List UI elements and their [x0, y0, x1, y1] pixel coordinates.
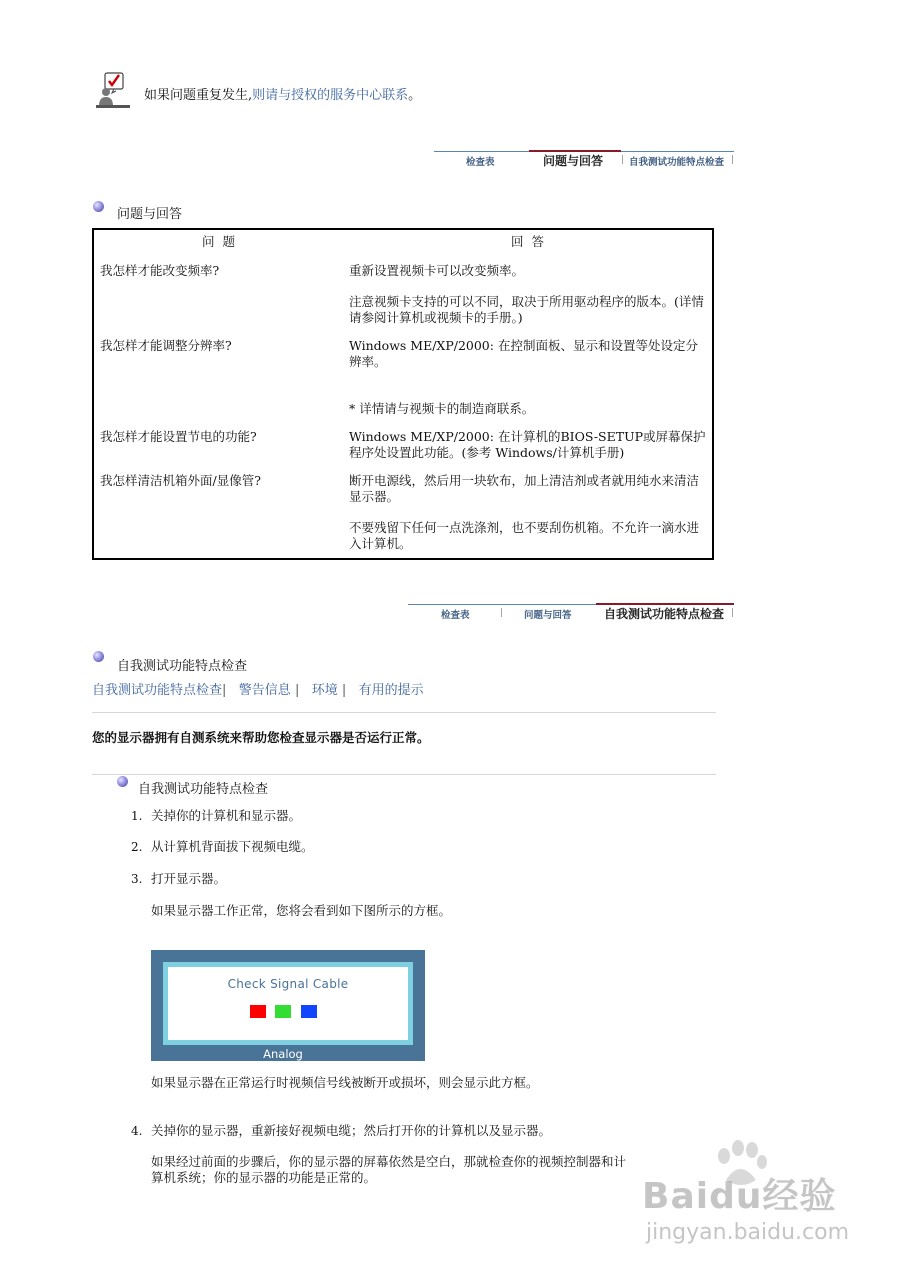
step-4-note: 如果经过前面的步骤后，你的显示器的屏幕依然是空白，那就检查你的视频控制器和计	[151, 1154, 627, 1169]
qa-question: 我怎样清洁机箱外面/显像管?	[100, 473, 261, 488]
qa-answer: Windows ME/XP/2000: 在计算机的BIOS-SETUP或屏幕保护程序处设置此功能。(参考 Windows/计算机手册)	[349, 429, 706, 460]
qa-answer: * 详情请与视频卡的制造商联系。	[349, 401, 535, 416]
nav-link-environment[interactable]: 环境	[311, 683, 338, 698]
tab-checklist[interactable]: 检查表	[441, 610, 470, 621]
qa-header-question: 问 题	[202, 234, 235, 249]
sub-title-self-test: 自我测试功能特点检查	[138, 782, 269, 797]
tab-qa[interactable]: 问题与回答	[543, 154, 604, 168]
qa-question: 我怎样才能改变频率?	[100, 263, 220, 278]
self-test-nav	[92, 679, 424, 698]
qa-header-answer: 回 答	[511, 234, 544, 249]
blue-square	[301, 1005, 317, 1018]
signal-box-footer: Analog	[263, 1047, 303, 1061]
bullet-icon	[93, 201, 104, 212]
nav-separator: |	[222, 683, 239, 698]
top-note-text: 如果问题重复发生,	[144, 88, 253, 103]
tab-separator: |	[731, 608, 735, 618]
step-number: 2.	[131, 840, 143, 854]
qa-answer: 注意视频卡支持的可以不同，取决于所用驱动程序的版本。(详情请参阅计算机或视频卡的手册。)	[349, 294, 704, 325]
baidu-watermark	[640, 1140, 870, 1260]
watermark-url: jingyan.baidu.com	[646, 1220, 850, 1245]
tab-self-test[interactable]: 自我测试功能特点检查	[604, 607, 725, 621]
top-note-period: 。	[408, 88, 422, 103]
bullet-icon	[93, 651, 104, 662]
nav-link-tips[interactable]: 有用的提示	[358, 683, 424, 698]
red-square	[250, 1005, 266, 1018]
qa-answer: 重新设置视频卡可以改变频率。	[349, 263, 525, 278]
step-3-after-note: 如果显示器在正常运行时视频信号线被断开或损坏，则会显示此方框。	[151, 1075, 539, 1090]
tab-self-test[interactable]: 自我测试功能特点检查	[629, 157, 725, 168]
qa-question: 我怎样才能调整分辨率?	[100, 338, 232, 353]
section-title-qa: 问题与回答	[117, 207, 183, 222]
tab-bar-1	[434, 151, 734, 171]
top-note	[144, 84, 421, 103]
nav-separator: |	[337, 683, 359, 698]
step-4-note: 算机系统；你的显示器的功能是正常的。	[151, 1170, 377, 1185]
watermark-brand: Baidu经验	[642, 1176, 837, 1217]
divider	[92, 712, 716, 713]
step-number: 1.	[131, 809, 143, 823]
step-text: 关掉你的计算机和显示器。	[151, 808, 302, 823]
nav-link-self-test[interactable]: 自我测试功能特点检查	[92, 683, 223, 698]
tab-checklist[interactable]: 检查表	[466, 157, 495, 168]
bullet-icon	[117, 776, 128, 787]
self-test-intro: 您的显示器拥有自测系统来帮助您检查显示器是否运行正常。	[92, 730, 430, 745]
step-text: 关掉你的显示器，重新接好视频电缆；然后打开你的计算机以及显示器。	[151, 1123, 552, 1138]
step-number: 4.	[131, 1124, 143, 1138]
step-text: 打开显示器。	[151, 871, 227, 886]
service-center-link[interactable]: 则请与授权的服务中心联系	[252, 88, 409, 103]
nav-separator: |	[290, 683, 312, 698]
tab-separator: |	[731, 155, 735, 165]
check-signal-box	[151, 950, 425, 1061]
tab-qa[interactable]: 问题与回答	[524, 610, 572, 621]
tab-bar-2	[408, 604, 734, 624]
section-title-self-test: 自我测试功能特点检查	[117, 659, 248, 674]
qa-answer: 断开电源线，然后用一块软布，加上清洁剂或者就用纯水来清洁显示器。	[349, 473, 700, 504]
signal-box-message: Check Signal Cable	[227, 977, 349, 991]
green-square	[275, 1005, 291, 1018]
step-3-note: 如果显示器工作正常，您将会看到如下图所示的方框。	[151, 903, 452, 918]
step-text: 从计算机背面拔下视频电缆。	[151, 839, 314, 854]
tab-separator: |	[621, 155, 625, 165]
qa-answer: Windows ME/XP/2000: 在控制面板、显示和设置等处设定分辨率。	[349, 338, 698, 369]
qa-question: 我怎样才能设置节电的功能?	[100, 429, 257, 444]
qa-answer: 不要残留下任何一点洗涤剂，也不要刮伤机箱。不允许一滴水进入计算机。	[349, 520, 700, 551]
divider	[92, 774, 716, 775]
tab-separator: |	[500, 608, 504, 618]
step-number: 3.	[131, 872, 143, 886]
nav-link-warnings[interactable]: 警告信息	[238, 683, 291, 698]
notice-icon	[94, 70, 132, 110]
